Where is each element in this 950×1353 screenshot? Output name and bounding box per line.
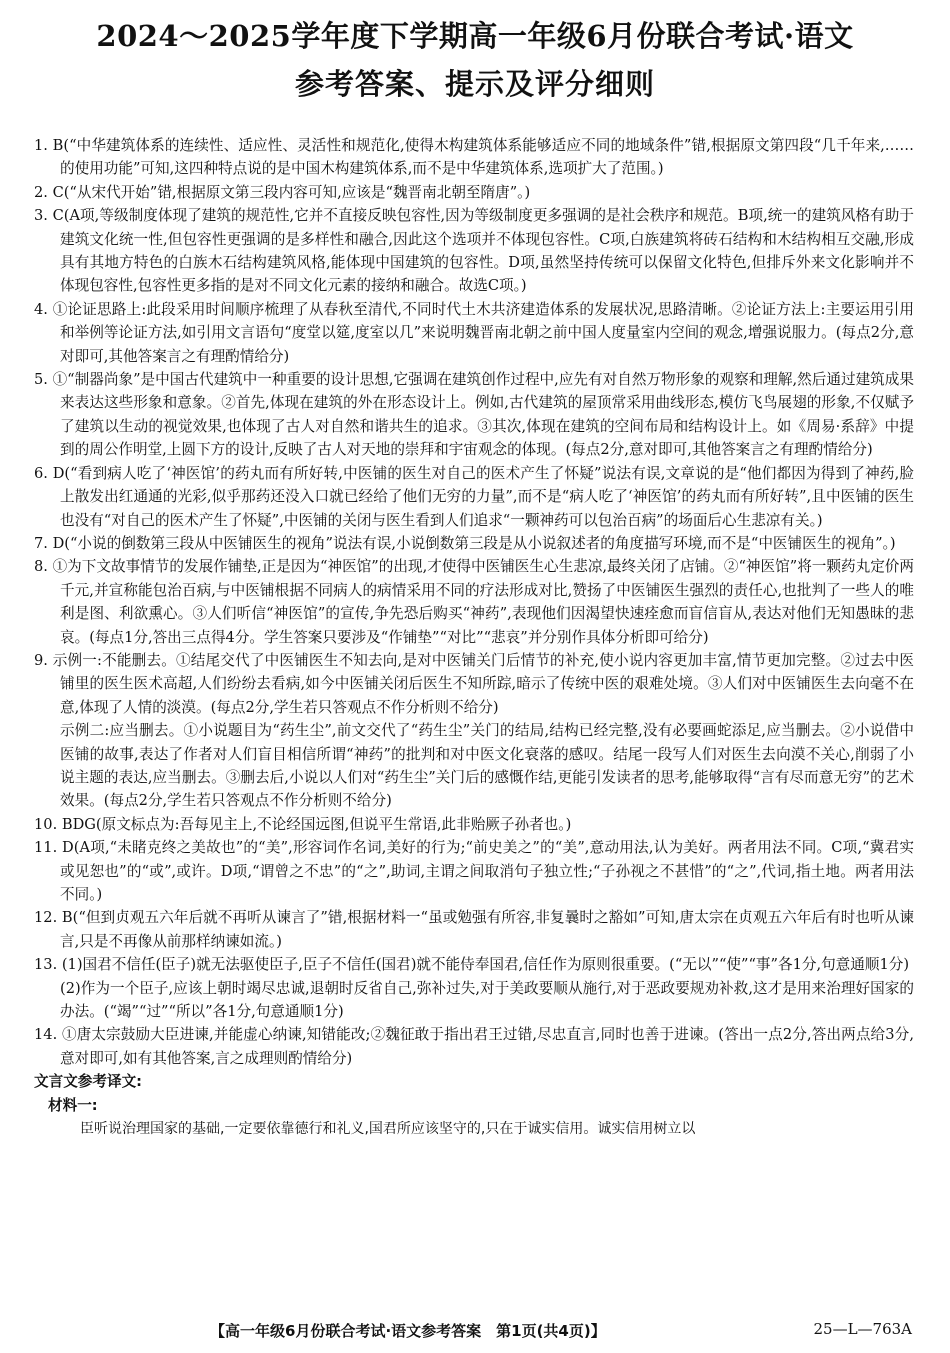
- answer-4: 4. ①论证思路上:此段采用时间顺序梳理了从春秋至清代,不同时代土木共济建造体系的发展状况,思路清晰。②论证方法上:主要运用引用和举例等论证方法,如引用文言语句“度堂以筵,度室以几”来说明魏晋南北朝之前中国人度量室内空间的观念,增强说服力。(每点2分,意对即可,其他答案言之有理酌情给分): [34, 300, 914, 365]
- answer-12: 12. B(“但到贞观五六年后就不再听从谏言了”错,根据材料一“虽或勉强有所容,非复曩时之豁如”可知,唐太宗在贞观五六年后有时也听从谏言,只是不再像从前那样纳谏如流。): [34, 909, 914, 950]
- answer-9-example-1: 9. 示例一:不能删去。①结尾交代了中医铺医生不知去向,是对中医铺关门后情节的补充,使小说内容更加丰富,情节更加完整。②过去中医铺里的医生医术高超,人们纷纷去看病,如今中医铺关闭后医生不知所踪,暗示了传统中医的艰难处境。③人们对中医铺医生去向毫不在意,体现了人情的淡漠。(每点2分,学生若只答观点不作分析则不给分): [34, 651, 914, 716]
- answer-6: 6. D(“看到病人吃了‘神医馆’的药丸而有所好转,中医铺的医生对自己的医术产生了怀疑”说法有误,文章说的是“他们都因为得到了神药,脸上散发出红通通的光彩,似乎那药还没入口就已经给了他们无穷的力量”,而不是“病人吃了‘神医馆’的药丸而有所好转”,且中医铺的医生也没有“对自己的医术产生了怀疑”,中医铺的关闭与医生看到人们追求“一颗神药可以包治百病”的场面后心生悲凉有关。): [34, 464, 914, 529]
- document-subtitle: 参考答案、提示及评分细则: [294, 67, 655, 101]
- material-1-label: 材料一:: [48, 1096, 98, 1114]
- answer-10: 10. BDG(原文标点为:吾每见主上,不论经国远图,但说平生常语,此非贻厥子孙者也。): [34, 815, 572, 833]
- page-footer: [0, 1320, 950, 1346]
- answer-9-example-2: 示例二:应当删去。①小说题目为“药生尘”,前文交代了“药生尘”关门的结局,结构已经完整,没有必要画蛇添足,应当删去。②小说借中医铺的故事,表达了作者对人们盲目相信所谓“神药”的批判和对中医文化衰落的感叹。结尾一段写人们对医生去向漠不关心,削弱了小说主题的表达,应当删去。③删去后,小说以人们对“药生尘”关门后的感慨作结,更能引发读者的思考,能够取得“言有尽而意无穷”的艺术效果。(每点2分,学生若只答观点不作分析则不给分): [60, 722, 914, 810]
- document-title: 2024～2025学年度下学期高一年级6月份联合考试·语文: [96, 19, 854, 53]
- translation-text: 臣听说治理国家的基础,一定要依靠德行和礼义,国君所应该坚守的,只在于诚实信用。诚实信用树立以: [80, 1121, 696, 1138]
- footer-exam-code: 25—L—763A: [813, 1320, 912, 1338]
- answer-8: 8. ①为下文故事情节的发展作铺垫,正是因为“神医馆”的出现,才使得中医铺医生心生悲凉,最终关闭了店铺。②“神医馆”将一颗药丸定价两千元,并宣称能包治百病,与中医铺根据不同病人的病情采用不同的疗法形成对比,赞扬了中医铺医生强烈的责任心,也批判了一些人的唯利是图、利欲熏心。③人们听信“神医馆”的宣传,争先恐后购买“神药”,表现他们因渴望快速痊愈而盲信盲从,表达对他们无知愚昧的悲哀。(每点1分,答出三点得4分。学生答案只要涉及“作铺垫”“对比”“悲哀”并分别作具体分析即可给分): [34, 558, 914, 646]
- answer-7: 7. D(“小说的倒数第三段从中医铺医生的视角”说法有误,小说倒数第三段是从小说叙述者的角度描写环境,而不是“中医铺医生的视角”。): [34, 534, 896, 552]
- answer-content: [34, 134, 914, 1141]
- answer-1: 1. B(“中华建筑体系的连续性、适应性、灵活性和规范化,使得木构建筑体系能够适应不同的地域条件”错,根据原文第四段“几千年来,……的使用功能”可知,这四种特点说的是中国木构建筑体系,而不是中华建筑体系,选项扩大了范围。): [34, 137, 914, 178]
- answer-11: 11. D(A项,“未睹克终之美故也”的“美”,形容词作名词,美好的行为;“前史美之”的“美”,意动用法,认为美好。两者用法不同。C项,“冀君实或见恕也”的“或”,或许。D项,“谓曾之不忠”的“之”,助词,主谓之间取消句子独立性;“子孙视之不甚惜”的“之”,代词,指土地。两者用法不同。): [34, 839, 914, 903]
- translation-heading: 文言文参考译文:: [34, 1073, 142, 1091]
- footer-page-info: 【高一年级6月份联合考试·语文参考答案 第1页(共4页)】: [210, 1322, 606, 1340]
- answer-13-part-1: 13. (1)国君不信任(臣子)就无法驱使臣子,臣子不信任(国君)就不能侍奉国君,信任作为原则很重要。(“无以”“使”“事”各1分,句意通顺1分): [34, 956, 910, 974]
- answer-3: 3. C(A项,等级制度体现了建筑的规范性,它并不直接反映包容性,因为等级制度更多强调的是社会秩序和规范。B项,统一的建筑风格有助于建筑文化统一性,但包容性更强调的是多样性和融合,因此这个选项并不体现包容性。C项,白族建筑将砖石结构和木结构相互交融,形成具有其地方特色的白族木石结构建筑风格,能体现中国建筑的包容性。D项,虽然坚持传统可以保留文化特色,但排斥外来文化影响并不体现包容性,包容性更多指的是对不同文化元素的接纳和融合。故选C项。): [34, 207, 914, 295]
- answer-14: 14. ①唐太宗鼓励大臣进谏,并能虚心纳谏,知错能改;②魏征敢于指出君王过错,尽忠直言,同时也善于进谏。(答出一点2分,答出两点给3分,意对即可,如有其他答案,言之成理则酌情给分): [34, 1026, 914, 1067]
- answer-13-part-2: (2)作为一个臣子,应该上朝时竭尽忠诚,退朝时反省自己,弥补过失,对于美政要顺从施行,对于恶政要规劝补救,这才是用来治理好国家的办法。(“竭”“过”“所以”各1分,句意通顺1分): [60, 979, 914, 1021]
- answer-5: 5. ①“制器尚象”是中国古代建筑中一种重要的设计思想,它强调在建筑创作过程中,应先有对自然万物形象的观察和理解,然后通过建筑成果来表达这些形象和意象。②首先,体现在建筑的外在形态设计上。例如,古代建筑的屋顶常采用曲线形态,模仿飞鸟展翅的形象,不仅赋予了建筑以生动的视觉效果,也体现了古人对自然和谐共生的追求。③其次,体现在建筑的空间布局和结构设计上。如《周易·系辞》中提到的周公作明堂,上圆下方的设计,反映了古人对天地的崇拜和宇宙观念的体现。(每点2分,意对即可,其他答案言之有理酌情给分): [34, 371, 914, 459]
- answer-2: 2. C(“从宋代开始”错,根据原文第三段内容可知,应该是“魏晋南北朝至隋唐”。): [34, 183, 531, 201]
